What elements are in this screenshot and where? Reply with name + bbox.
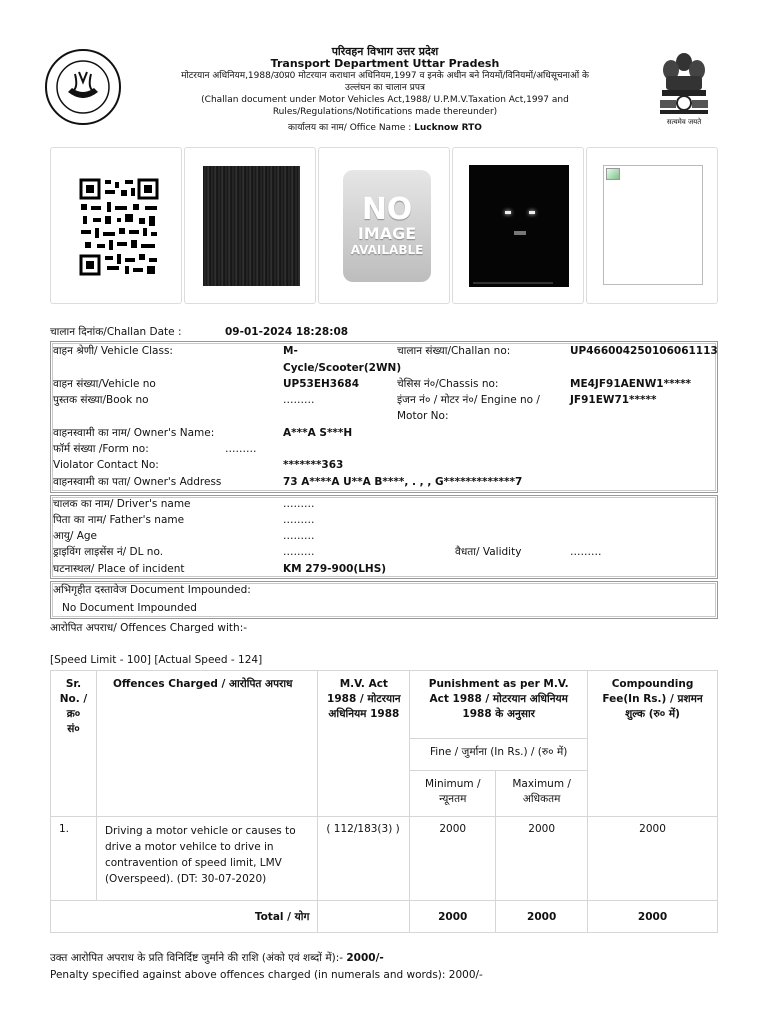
age-value: ………	[283, 530, 315, 542]
no-image-box	[318, 147, 450, 304]
header-minimum: Minimum / न्यूनतम	[410, 771, 496, 817]
row-compounding-fee: 2000	[588, 817, 718, 901]
total-label: Total / योग	[51, 901, 318, 933]
office-name-line	[180, 122, 590, 134]
penalty-english-line: Penalty specified against above offences charged (in numerals and words): 2000/-	[50, 969, 483, 981]
challan-no-label: चालान संख्या/Challan no:	[397, 345, 511, 357]
vehicle-class-value-1: M-	[283, 345, 298, 357]
penalty-hindi-value: 2000/-	[346, 952, 384, 964]
broken-image-placeholder	[603, 165, 703, 285]
validity-label: वैधता/ Validity	[455, 546, 522, 558]
owner-name-label: वाहनस्वामी का नाम/ Owner's Name:	[53, 427, 215, 439]
engine-label-2: Motor No:	[397, 410, 449, 422]
no-image-text-3: AVAILABLE	[350, 243, 424, 257]
dl-no-value: ………	[283, 546, 315, 558]
header-punishment: Punishment as per M.V. Act 1988 / मोटरयान अधिनियम 1988 के अनुसार	[410, 671, 588, 739]
office-name-value: Lucknow RTO	[414, 123, 482, 133]
header-hindi-description: मोटरयान अधिनियम,1988/उ0प्र0 मोटरयान कराधान अधिनियम,1997 व इनके अधीन बने नियमों/विनियमों/अधिसूचनाओं के उल्लंघन का चालान प्रपत्र	[181, 71, 589, 93]
chassis-label: चेसिस नं०/Chassis no:	[397, 378, 499, 390]
headlight-right	[529, 211, 535, 214]
owner-address-label: वाहनस्वामी का पता/ Owner's Address	[53, 476, 222, 488]
broken-image-icon	[606, 168, 620, 180]
violator-contact-value: *******363	[283, 459, 344, 471]
dl-no-label: ड्राइविंग लाइसेंस नं/ DL no.	[53, 546, 164, 558]
header-sr-no: Sr. No. / क्र० सं०	[51, 671, 97, 817]
table-total-row	[51, 901, 718, 933]
document-impounded-label: अभिगृहीत दस्तावेज Document Impounded:	[53, 584, 251, 596]
department-english-title: Transport Department Uttar Pradesh	[270, 57, 500, 70]
lion-capital-icon	[656, 50, 712, 116]
table-header-row	[51, 671, 718, 739]
up-government-emblem	[44, 48, 122, 126]
total-maximum: 2000	[496, 901, 588, 933]
row-maximum-fine: 2000	[496, 817, 588, 901]
row-offence-description: Driving a motor vehicle or causes to drive a motor vehilce to drive in contravention of speed limit, LMV (Overspeed). (DT: 30-07-2020)	[96, 817, 317, 901]
place-of-incident-value: KM 279-900(LHS)	[283, 563, 387, 575]
headlight-left	[505, 211, 511, 214]
number-plate-glow	[514, 231, 526, 235]
driver-name-label: चालक का नाम/ Driver's name	[53, 498, 191, 510]
evidence-photo-1[interactable]	[203, 166, 300, 286]
place-of-incident-label: घटनास्थल/ Place of incident	[53, 563, 185, 575]
age-label: आयु/ Age	[53, 530, 98, 542]
header-english-description: (Challan document under Motor Vehicles Act,1988/ U.P.M.V.Taxation Act,1997 and Rules/Regulations/Notifications made thereunder)	[201, 95, 569, 117]
no-image-text-2: IMAGE	[357, 224, 417, 243]
owner-name-value: A***A S***H	[283, 427, 353, 439]
row-mv-act-section: ( 112/183(3) )	[318, 817, 410, 901]
header-text-block	[180, 46, 590, 134]
form-no-label: फॉर्म संख्या /Form no:	[53, 443, 149, 455]
offences-charged-label: आरोपित अपराध/ Offences Charged with:-	[50, 622, 248, 634]
total-compounding-fee: 2000	[588, 901, 718, 933]
evidence-photo-2[interactable]	[469, 165, 569, 287]
header-compounding-fee: Compounding Fee(In Rs.) / प्रशमन शुल्क (रु० में)	[588, 671, 718, 817]
violator-contact-label: Violator Contact No:	[53, 459, 159, 471]
no-image-placeholder	[343, 170, 431, 282]
challan-date-label: चालान दिनांक/Challan Date :	[50, 326, 182, 338]
form-no-value: ………	[225, 443, 257, 455]
row-sr-no: 1.	[51, 817, 97, 901]
penalty-hindi-label: उक्त आरोपित अपराध के प्रति विनिर्दिष्ट जुर्माने की राशि (अंको एवं शब्दों में):-	[50, 952, 347, 964]
speed-info: [Speed Limit - 100] [Actual Speed - 124]	[50, 654, 263, 666]
offences-table	[50, 670, 718, 933]
chassis-value: ME4JF91AENW1*****	[570, 378, 692, 390]
evidence-photo-2-box[interactable]	[452, 147, 584, 304]
header-maximum: Maximum / अधिकतम	[496, 771, 588, 817]
father-name-value: ………	[283, 514, 315, 526]
validity-value: ………	[570, 546, 602, 558]
document-header	[0, 40, 768, 140]
qr-code-box	[50, 147, 182, 304]
table-row	[51, 817, 718, 901]
father-name-label: पिता का नाम/ Father's name	[53, 514, 185, 526]
header-offence: Offences Charged / आरोपित अपराध	[96, 671, 317, 817]
challan-no-value: UP466004250106061113	[570, 345, 718, 357]
row-minimum-fine: 2000	[410, 817, 496, 901]
total-minimum: 2000	[410, 901, 496, 933]
book-no-label: पुस्तक संख्या/Book no	[53, 394, 149, 406]
vehicle-class-label: वाहन श्रेणी/ Vehicle Class:	[53, 345, 173, 357]
vehicle-no-label: वाहन संख्या/Vehicle no	[53, 378, 156, 390]
no-image-text-1: NO	[361, 192, 413, 227]
department-hindi-title: परिवहन विभाग उत्तर प्रदेश	[331, 45, 439, 58]
emblem-motto: सत्यमेव जयते	[666, 118, 702, 126]
qr-code-icon	[79, 178, 159, 276]
office-name-label: कार्यालय का नाम/ Office Name :	[288, 123, 415, 133]
challan-date-value: 09-01-2024 18:28:08	[225, 326, 349, 338]
engine-value: JF91EW71*****	[570, 394, 657, 406]
engine-label-1: इंजन नं० / मोटर नं०/ Engine no /	[397, 394, 540, 406]
document-impounded-value: No Document Impounded	[62, 602, 197, 614]
penalty-hindi-line	[50, 950, 384, 966]
driver-name-value: ………	[283, 498, 315, 510]
vehicle-no-value: UP53EH3684	[283, 378, 360, 390]
header-fine: Fine / जुर्माना (In Rs.) / (रु० में)	[410, 739, 588, 771]
evidence-photo-1-box[interactable]	[184, 147, 316, 304]
vehicle-class-value-2: Cycle/Scooter(2WN)	[283, 362, 402, 374]
evidence-images-row	[50, 147, 718, 304]
owner-address-value: 73 A****A U**A B****, . , , G*************7	[283, 476, 523, 488]
broken-image-box	[586, 147, 718, 304]
total-empty-cell	[318, 901, 410, 933]
national-emblem	[656, 50, 712, 132]
book-no-value: ………	[283, 394, 315, 406]
header-mv-act: M.V. Act 1988 / मोटरयान अधिनियम 1988	[318, 671, 410, 817]
photo-timestamp-strip	[473, 282, 553, 284]
